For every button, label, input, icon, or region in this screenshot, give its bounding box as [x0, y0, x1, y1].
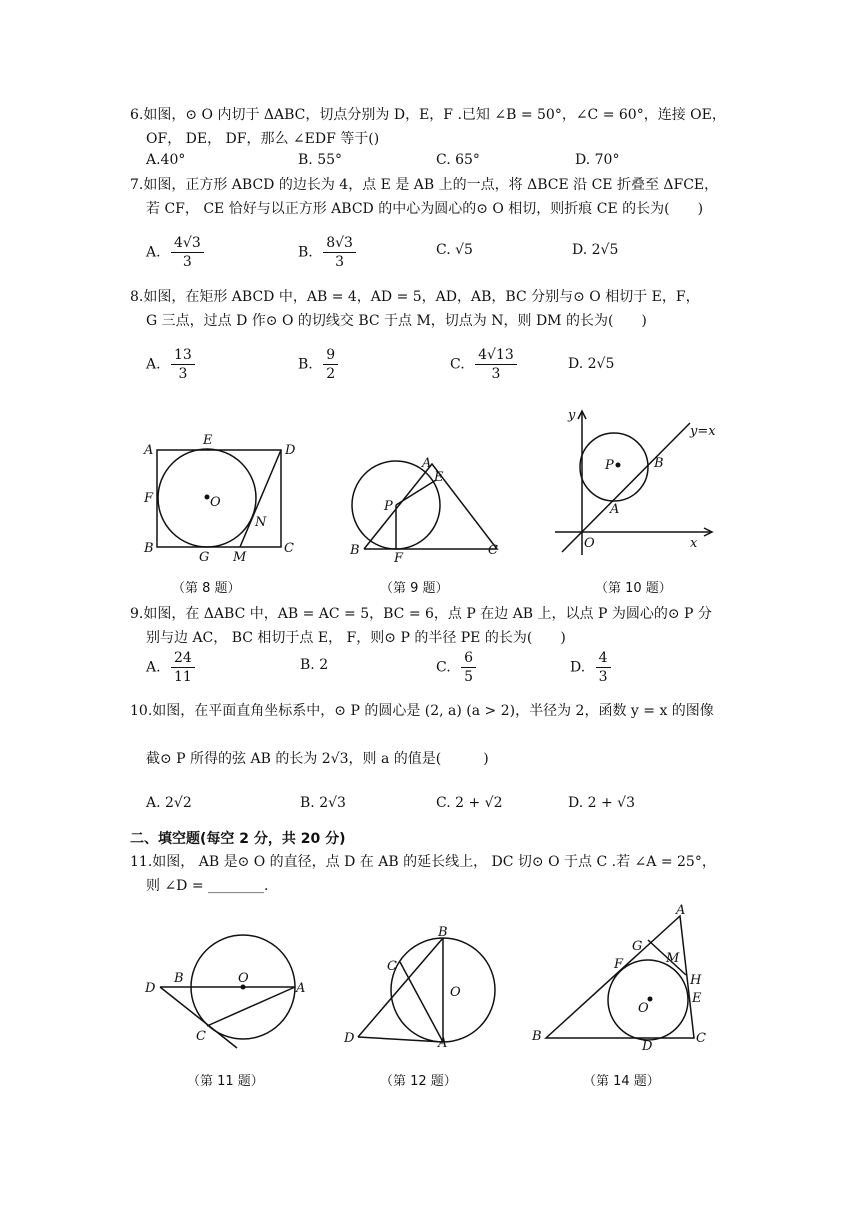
- q7-option-c: C. √5: [436, 242, 473, 258]
- q7-option-d: D. 2√5: [572, 242, 619, 258]
- fig8-label-o: O: [210, 495, 221, 510]
- fig8-label-g: G: [199, 550, 210, 565]
- figure-8: [135, 430, 305, 565]
- q10-option-d: D. 2 + √3: [568, 795, 635, 811]
- q6-option-d: D. 70°: [575, 152, 620, 168]
- fig10-label-y: y: [568, 408, 576, 423]
- q7-line1: 7.如图，正方形 ABCD 的边长为 4，点 E 是 AB 上的一点，将 ΔBCE 沿 CE 折叠至 ΔFCE，: [130, 177, 719, 193]
- q8-option-c: C. $\frac{4√13}{3}$: [450, 346, 517, 383]
- q6-line1: 6.如图，⊙ O 内切于 ΔABC，切点分别为 D，E，F .已知 ∠B = 50°，∠C = 60°，连接 OE，: [130, 107, 726, 123]
- fig14-label-h: H: [690, 973, 702, 988]
- fig11-label-a: A: [296, 981, 306, 996]
- q8-option-d: D. 2√5: [568, 356, 615, 372]
- q9-line1: 9.如图，在 ΔABC 中，AB = AC = 5，BC = 6，点 P 在边 AB 上，以点 P 为圆心的⊙ P 分: [130, 606, 712, 622]
- q8-option-a: A. $\frac{13}{3}$: [146, 346, 195, 383]
- figure-11: [140, 930, 320, 1055]
- figure-9: [342, 450, 507, 565]
- fig11-label-c: C: [196, 1029, 206, 1044]
- fig10-label-x: x: [690, 536, 698, 551]
- fig12-label-o: O: [450, 985, 461, 1000]
- fig14-label-o: O: [638, 1001, 649, 1016]
- fig10-label-yx: y=x: [690, 424, 716, 439]
- q7-option-b: B. $\frac{8√3}{3}$: [298, 234, 356, 271]
- fig14-label-d: D: [642, 1039, 653, 1050]
- fig9-label-e: E: [434, 470, 444, 485]
- fig12-label-c: C: [387, 959, 397, 974]
- fig8-label-a: A: [144, 443, 154, 458]
- q9-option-c: C. $\frac{6}{5}$: [436, 649, 476, 686]
- q6-option-c: C. 65°: [436, 152, 480, 168]
- fig14-label-g: G: [632, 939, 643, 954]
- figure-10: [550, 405, 720, 565]
- fig11-label-d: D: [145, 981, 156, 996]
- caption-fig9: （第 9 题）: [380, 581, 449, 596]
- fig8-label-d: D: [285, 443, 296, 458]
- caption-fig8: （第 8 题）: [172, 581, 241, 596]
- fig12-label-b: B: [438, 925, 448, 940]
- fig8-label-e: E: [203, 433, 213, 448]
- q10-option-b: B. 2√3: [300, 795, 346, 811]
- q11-line2: 则 ∠D = ________.: [146, 878, 269, 894]
- q10-option-c: C. 2 + √2: [436, 795, 503, 811]
- q6-option-b: B. 55°: [298, 152, 343, 168]
- fig14-label-f: F: [614, 957, 624, 972]
- figure-14: [530, 900, 720, 1050]
- q10-line1: 10.如图，在平面直角坐标系中，⊙ P 的圆心是 (2, a) (a > 2)，半径为 2，函数 y = x 的图像: [130, 703, 714, 719]
- fig8-label-n: N: [255, 515, 267, 530]
- section-2-title: 二、填空题(每空 2 分，共 20 分): [130, 831, 346, 847]
- q8-line1: 8.如图，在矩形 ABCD 中，AB = 4，AD = 5，AD，AB，BC 分别与⊙ O 相切于 E，F，: [130, 289, 700, 305]
- fig8-label-f: F: [144, 491, 154, 506]
- q8-line2: G 三点，过点 D 作⊙ O 的切线交 BC 于点 M，切点为 N，则 DM 的长为( ): [146, 313, 647, 329]
- fig8-label-b: B: [144, 541, 154, 556]
- q10-line2: 截⊙ P 所得的弦 AB 的长为 2√3，则 a 的值是( ): [146, 751, 489, 767]
- caption-fig14: （第 14 题）: [583, 1074, 660, 1089]
- fig12-label-a: A: [438, 1036, 448, 1047]
- q9-option-d: D. $\frac{4}{3}$: [570, 649, 611, 686]
- fig10-label-o: O: [584, 536, 595, 551]
- fig11-label-o: O: [238, 971, 249, 986]
- q6-option-a: A.40°: [146, 152, 186, 168]
- q7-option-a: A. $\frac{4√3}{3}$: [146, 234, 204, 271]
- fig14-label-c: C: [696, 1031, 706, 1046]
- q7-line2: 若 CF， CE 恰好与以正方形 ABCD 的中心为圆心的⊙ O 相切，则折痕 CE 的长为( ): [146, 201, 704, 217]
- caption-fig10: （第 10 题）: [595, 581, 672, 596]
- fig14-label-m: M: [666, 951, 680, 966]
- fig8-label-c: C: [284, 541, 294, 556]
- q9-option-a: A. $\frac{24}{11}$: [146, 649, 195, 686]
- q11-line1: 11.如图， AB 是⊙ O 的直径，点 D 在 AB 的延长线上， DC 切⊙ O 于点 C .若 ∠A = 25°，: [130, 854, 716, 870]
- fig10-label-b: B: [654, 456, 664, 471]
- q8-option-b: B. $\frac{9}{2}$: [298, 346, 338, 383]
- figure-12: [340, 922, 500, 1047]
- fig10-label-p: P: [605, 458, 614, 473]
- fig9-label-f: F: [394, 551, 404, 565]
- fig9-label-c: C: [488, 543, 498, 558]
- q6-line2: OF， DE， DF，那么 ∠EDF 等于(): [146, 131, 380, 147]
- fig14-label-b: B: [532, 1029, 542, 1044]
- caption-fig12: （第 12 题）: [380, 1074, 457, 1089]
- fig10-label-a: A: [610, 502, 620, 517]
- fig11-label-b: B: [174, 971, 184, 986]
- fig8-label-m: M: [233, 550, 247, 565]
- fig9-label-b: B: [350, 543, 360, 558]
- fig14-label-e: E: [692, 991, 702, 1006]
- fig14-label-a: A: [676, 903, 686, 918]
- fig9-label-a: A: [422, 456, 432, 471]
- q9-line2: 别与边 AC， BC 相切于点 E， F，则⊙ P 的半径 PE 的长为( ): [146, 630, 566, 646]
- fig12-label-d: D: [344, 1031, 355, 1046]
- q10-option-a: A. 2√2: [146, 795, 192, 811]
- caption-fig11: （第 11 题）: [187, 1074, 264, 1089]
- fig9-label-p: P: [384, 499, 393, 514]
- q9-option-b: B. 2: [300, 657, 329, 673]
